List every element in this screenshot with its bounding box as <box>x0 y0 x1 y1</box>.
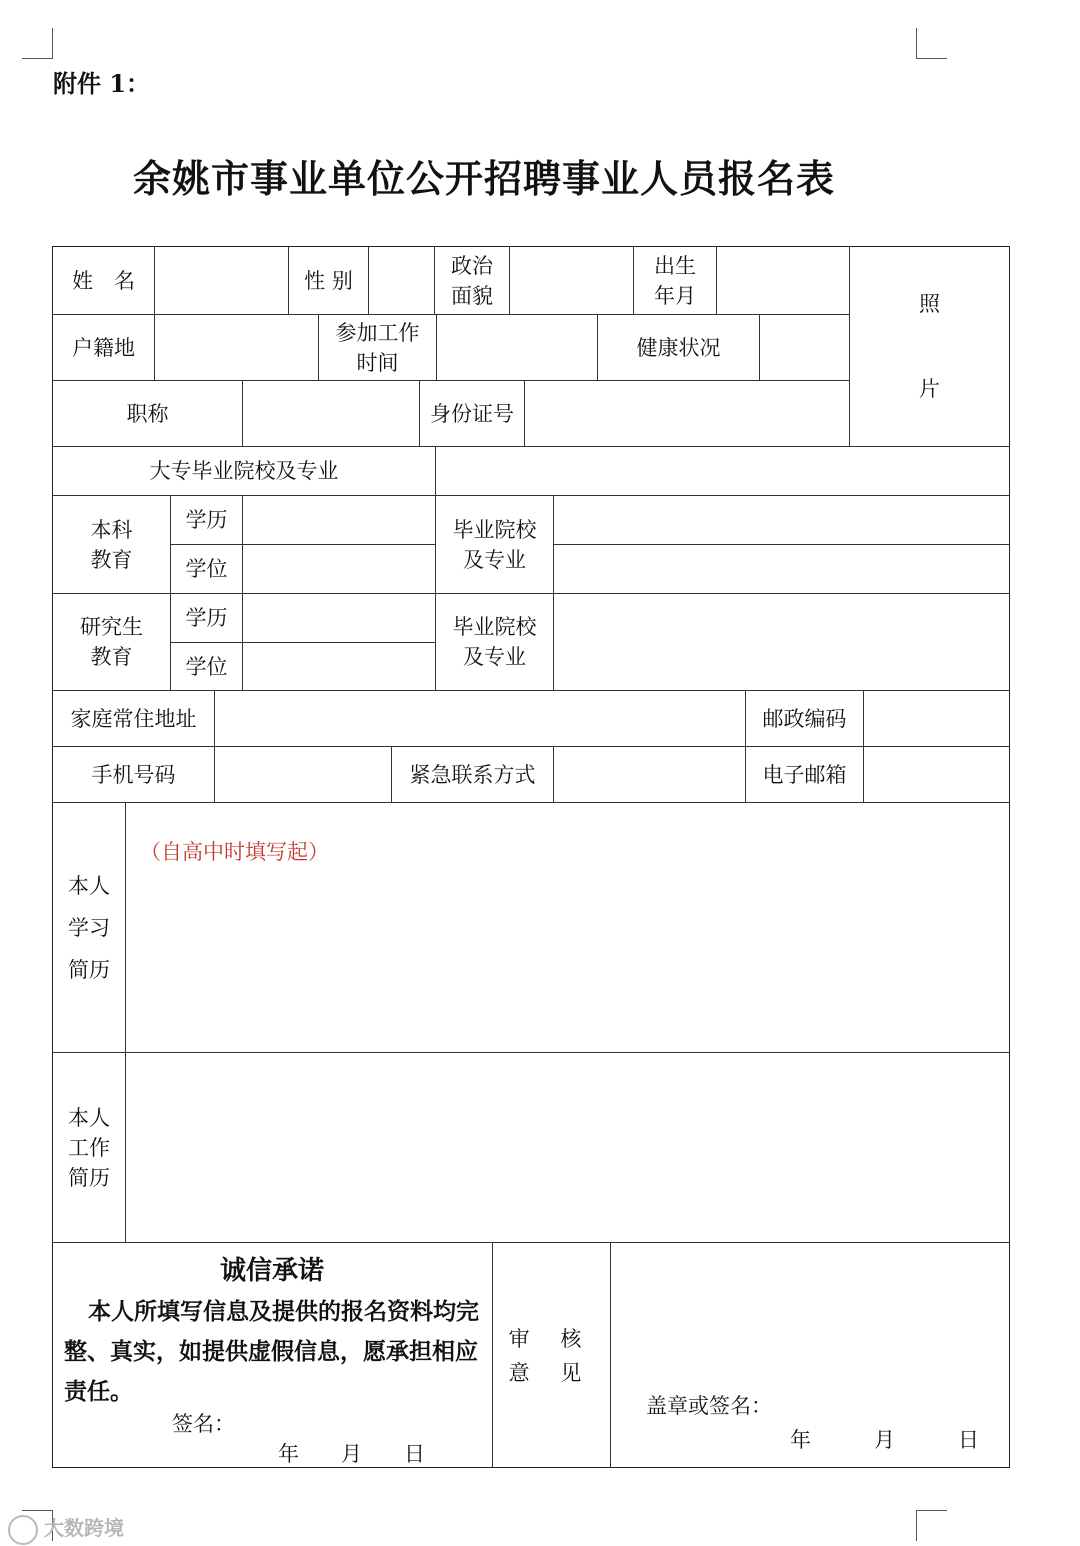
emergency-contact-label: 紧急联系方式 <box>392 747 554 803</box>
integrity-pledge <box>52 1244 492 1468</box>
study-history-label-line1: 本人 <box>68 873 110 898</box>
birth-date-field[interactable] <box>717 247 850 315</box>
work-start-label-line2: 时间 <box>356 350 399 375</box>
graduate-school-field[interactable] <box>554 594 1009 691</box>
graduate-degree-label: 学位 <box>171 643 243 691</box>
political-status-label-line1: 政治 <box>451 253 493 278</box>
birth-date-label-line1: 出生 <box>654 253 696 278</box>
bachelor-degree-field[interactable] <box>243 545 436 594</box>
birth-date-label <box>634 247 717 315</box>
study-history-label-line3: 简历 <box>68 957 110 982</box>
bachelor-school-label-line1: 毕业院校 <box>452 517 537 542</box>
form-title: 余姚市事业单位公开招聘事业人员报名表 <box>132 156 835 201</box>
address-label: 家庭常住地址 <box>53 691 215 747</box>
work-start-label-line1: 参加工作 <box>335 320 420 345</box>
gender-field[interactable] <box>369 247 435 315</box>
postcode-field[interactable] <box>864 691 1009 747</box>
review-label-line2: 意 见 <box>508 1361 594 1385</box>
bachelor-school-field-2[interactable] <box>554 545 1009 594</box>
pledge-body: 本人所填写信息及提供的报名资料均完整、真实，如提供虚假信息，愿承担相应责任。 <box>64 1298 479 1405</box>
bachelor-school-field-1[interactable] <box>554 496 1009 545</box>
study-history-label <box>53 803 126 1053</box>
bachelor-degree-label: 学位 <box>171 545 243 594</box>
college-label: 大专毕业院校及专业 <box>53 447 436 496</box>
postcode-label: 邮政编码 <box>746 691 864 747</box>
college-field[interactable] <box>436 447 1009 496</box>
graduate-label-line1: 研究生 <box>80 615 143 639</box>
gender-label: 性 别 <box>289 247 369 315</box>
name-label: 姓 名 <box>53 247 155 315</box>
pledge-heading: 诚信承诺 <box>219 1256 324 1286</box>
study-history-label-line2: 学习 <box>68 915 110 940</box>
bachelor-school-label <box>436 496 554 594</box>
bachelor-school-label-line2: 及专业 <box>463 547 526 572</box>
title-rank-label: 职称 <box>53 381 243 447</box>
bachelor-label <box>53 496 171 594</box>
study-history-hint: （自高中时填写起） <box>140 840 329 864</box>
watermark-logo-icon <box>8 1515 38 1545</box>
id-number-label: 身份证号 <box>420 381 525 447</box>
political-status-field[interactable] <box>510 247 634 315</box>
address-field[interactable] <box>215 691 746 747</box>
graduate-school-label-line1: 毕业院校 <box>452 615 537 639</box>
review-date: 年 月 日 <box>790 1428 979 1452</box>
attachment-label: 附件 1： <box>53 69 151 98</box>
graduate-school-label-line2: 及专业 <box>463 645 526 669</box>
mobile-field[interactable] <box>215 747 392 803</box>
graduate-label-line2: 教育 <box>90 645 133 669</box>
stamp-or-signature-label: 盖章或签名： <box>646 1394 772 1418</box>
work-history-label-line3: 简历 <box>68 1165 110 1190</box>
graduate-education-field[interactable] <box>243 594 436 643</box>
pledge-date: 年 月 日 <box>278 1442 425 1466</box>
crop-mark-top-left <box>22 28 53 59</box>
work-start-label <box>319 315 437 381</box>
bachelor-education-field[interactable] <box>243 496 436 545</box>
photo-label-line2: 片 <box>919 377 940 402</box>
emergency-contact-field[interactable] <box>554 747 746 803</box>
watermark <box>8 1512 124 1545</box>
work-history-label-line2: 工作 <box>68 1135 110 1160</box>
bachelor-education-label: 学历 <box>171 496 243 545</box>
review-label <box>492 1244 610 1468</box>
mobile-label: 手机号码 <box>53 747 215 803</box>
hukou-field[interactable] <box>155 315 319 381</box>
birth-date-label-line2: 年月 <box>654 283 696 308</box>
review-label-line1: 审 核 <box>508 1327 594 1351</box>
photo-box[interactable] <box>850 247 1009 447</box>
name-field[interactable] <box>155 247 289 315</box>
graduate-label <box>53 594 171 691</box>
watermark-text: 大数跨境 <box>44 1516 124 1540</box>
work-history-field[interactable] <box>126 1053 1009 1243</box>
bachelor-label-line2: 教育 <box>90 547 133 572</box>
pledge-signature-label: 签名： <box>172 1412 235 1436</box>
email-field[interactable] <box>864 747 1009 803</box>
work-history-label-line1: 本人 <box>68 1105 110 1130</box>
health-field[interactable] <box>760 315 850 381</box>
bachelor-label-line1: 本科 <box>90 517 133 542</box>
title-rank-field[interactable] <box>243 381 420 447</box>
graduate-education-label: 学历 <box>171 594 243 643</box>
health-label: 健康状况 <box>598 315 760 381</box>
email-label: 电子邮箱 <box>746 747 864 803</box>
graduate-school-label <box>436 594 554 691</box>
crop-mark-bottom-right <box>916 1510 947 1541</box>
hukou-label: 户籍地 <box>53 315 155 381</box>
photo-label-line1: 照 <box>919 291 940 316</box>
crop-mark-top-right <box>916 28 947 59</box>
id-number-field[interactable] <box>525 381 850 447</box>
political-status-label-line2: 面貌 <box>451 283 493 308</box>
work-start-field[interactable] <box>437 315 598 381</box>
graduate-degree-field[interactable] <box>243 643 436 691</box>
political-status-label <box>435 247 510 315</box>
work-history-label <box>53 1053 126 1243</box>
